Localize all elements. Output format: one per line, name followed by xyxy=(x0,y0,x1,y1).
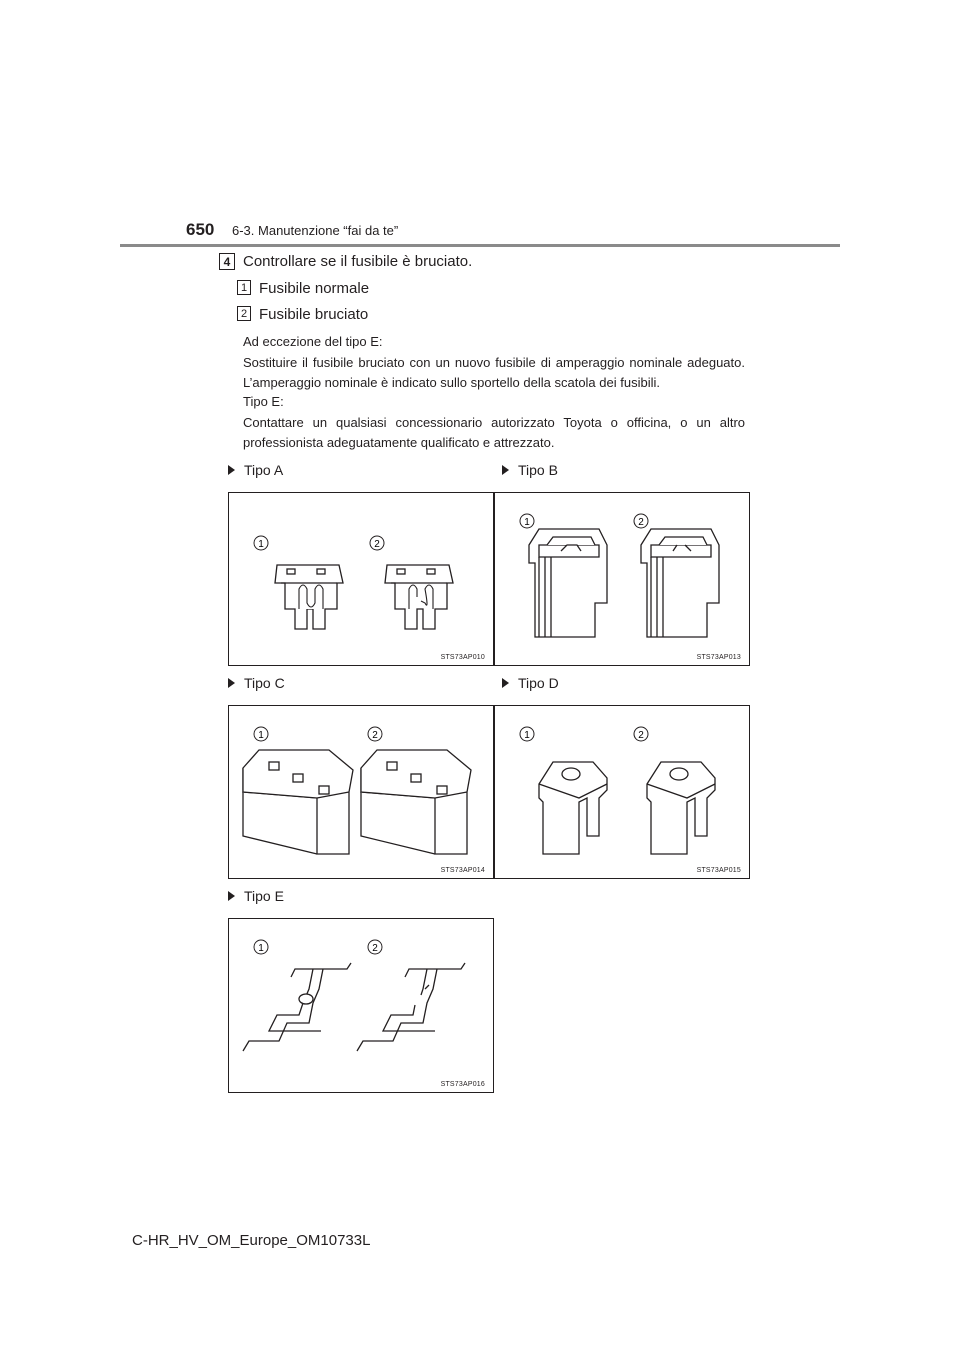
paragraph-except-type-e xyxy=(243,332,745,394)
header-divider xyxy=(120,244,840,247)
figure-label-tipo-c xyxy=(228,675,285,691)
step-number-box: 4 xyxy=(219,253,235,270)
fuse-type-d-illustration xyxy=(495,706,751,880)
callout-2: 2 xyxy=(372,943,378,954)
figure-code: STS73AP015 xyxy=(696,867,741,874)
callout-1: 1 xyxy=(258,943,264,954)
callout-2: 2 xyxy=(638,730,644,741)
fuse-type-b-illustration xyxy=(495,493,751,667)
paragraph-body: Contattare un qualsiasi concessionario autorizzato Toyota o officina, o un altro professionista adeguatamente qualificato e attrezzato. xyxy=(243,414,745,450)
callout-1: 1 xyxy=(258,539,264,550)
figure-tipo-b xyxy=(494,492,750,666)
step-instruction: Controllare se il fusibile è bruciato. xyxy=(243,253,473,270)
figure-code: STS73AP014 xyxy=(440,867,485,874)
paragraph-heading: Tipo E: xyxy=(243,394,284,409)
figure-code: STS73AP010 xyxy=(440,654,485,661)
figure-tipo-d xyxy=(494,705,750,879)
paragraph-type-e xyxy=(243,392,745,454)
callout-1: 1 xyxy=(524,517,530,528)
callout-2: 2 xyxy=(638,517,644,528)
figure-label-text: Tipo D xyxy=(518,675,559,691)
callout-1: 1 xyxy=(258,730,264,741)
section-title: 6-3. Manutenzione “fai da te” xyxy=(232,223,399,238)
figure-tipo-a xyxy=(228,492,494,666)
figure-label-tipo-b xyxy=(502,462,558,478)
item-label-blown-fuse: Fusibile bruciato xyxy=(259,306,369,323)
figure-label-text: Tipo C xyxy=(244,675,285,691)
figure-code: STS73AP013 xyxy=(696,654,741,661)
figure-code: STS73AP016 xyxy=(440,1081,485,1088)
document-id: C-HR_HV_OM_Europe_OM10733L xyxy=(132,1232,371,1249)
fuse-type-a-illustration xyxy=(229,493,495,667)
paragraph-heading: Ad eccezione del tipo E: xyxy=(243,334,383,349)
fuse-type-e-illustration xyxy=(229,919,495,1094)
bullet-triangle-icon xyxy=(502,465,509,475)
fuse-type-c-illustration xyxy=(229,706,495,880)
item-number-box-1: 1 xyxy=(237,280,251,295)
figure-tipo-c xyxy=(228,705,494,879)
item-number-box-2: 2 xyxy=(237,306,251,321)
figure-label-text: Tipo A xyxy=(244,462,284,478)
callout-1: 1 xyxy=(524,730,530,741)
figure-label-tipo-a xyxy=(228,462,283,478)
figure-label-text: Tipo E xyxy=(244,888,284,904)
callout-2: 2 xyxy=(372,730,378,741)
callout-2: 2 xyxy=(374,539,380,550)
figure-label-tipo-d xyxy=(502,675,559,691)
page-number: 650 xyxy=(186,220,215,239)
bullet-triangle-icon xyxy=(228,465,235,475)
bullet-triangle-icon xyxy=(502,678,509,688)
figure-label-tipo-e xyxy=(228,888,284,904)
bullet-triangle-icon xyxy=(228,678,235,688)
bullet-triangle-icon xyxy=(228,891,235,901)
figure-label-text: Tipo B xyxy=(518,462,558,478)
item-label-normal-fuse: Fusibile normale xyxy=(259,280,370,297)
figure-tipo-e xyxy=(228,918,494,1093)
paragraph-body: Sostituire il fusibile bruciato con un nuovo fusibile di amperaggio nominale adeguato. L’amperaggio nominale è indicato sullo sportello della scatola dei fusibili. xyxy=(243,354,745,390)
